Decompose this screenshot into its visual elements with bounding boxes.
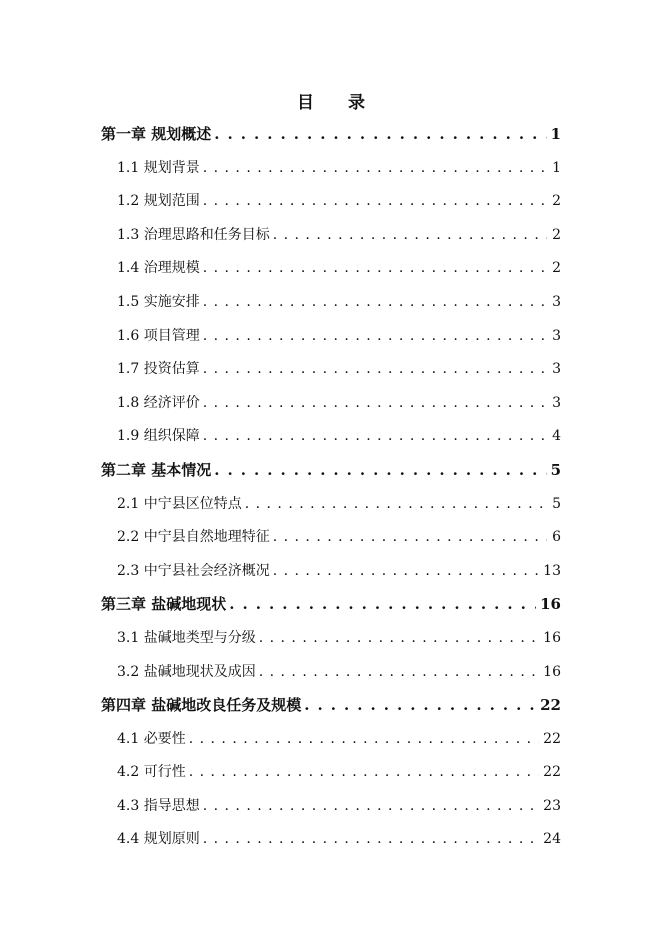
dot-leader bbox=[203, 152, 547, 186]
toc-entry-label: 第二章 基本情况 bbox=[101, 460, 212, 479]
toc-section-entry[interactable] bbox=[101, 622, 561, 656]
toc-entry-page-number: 22 bbox=[543, 730, 561, 747]
toc-entry-page-number: 23 bbox=[543, 797, 561, 814]
toc-entry-label: 1.9 组织保障 bbox=[117, 428, 200, 445]
toc-section-entry[interactable] bbox=[101, 756, 561, 790]
toc-entry-page-number: 6 bbox=[552, 529, 561, 546]
dot-leader bbox=[273, 521, 547, 555]
toc-entry-label: 1.6 项目管理 bbox=[117, 327, 200, 344]
dot-leader bbox=[203, 387, 547, 421]
toc-entry-label: 1.3 治理思路和任务目标 bbox=[117, 226, 270, 243]
toc-section-entry[interactable] bbox=[101, 219, 561, 253]
toc-entry-page-number: 3 bbox=[552, 394, 561, 411]
dot-leader bbox=[203, 353, 547, 387]
toc-entry-page-number: 2 bbox=[552, 226, 561, 243]
toc-entry-page-number: 4 bbox=[552, 428, 561, 445]
toc-entry-label: 第一章 规划概述 bbox=[101, 125, 212, 143]
toc-entry-page-number: 16 bbox=[543, 663, 561, 680]
toc-chapter-entry[interactable] bbox=[101, 454, 561, 488]
toc-entry-label: 1.2 规划范围 bbox=[117, 193, 200, 210]
toc-entry-page-number: 5 bbox=[550, 460, 561, 479]
page-title: 目 录 bbox=[297, 93, 379, 113]
dot-leader bbox=[189, 723, 539, 757]
toc-entry-label: 1.7 投资估算 bbox=[117, 361, 200, 378]
dot-leader bbox=[273, 555, 539, 589]
dot-leader bbox=[203, 790, 539, 824]
toc-section-entry[interactable] bbox=[101, 185, 561, 219]
toc-entry-label: 3.1 盐碱地类型与分级 bbox=[117, 629, 256, 646]
table-of-contents bbox=[101, 118, 561, 857]
toc-entry-label: 2.3 中宁县社会经济概况 bbox=[117, 562, 270, 579]
toc-entry-label: 第四章 盐碱地改良任务及规模 bbox=[101, 696, 302, 715]
dot-leader bbox=[214, 118, 546, 152]
toc-section-entry[interactable] bbox=[101, 521, 561, 555]
dot-leader bbox=[229, 588, 536, 622]
dot-leader bbox=[203, 185, 547, 219]
toc-chapter-entry[interactable] bbox=[101, 118, 561, 152]
toc-entry-label: 4.4 规划原则 bbox=[117, 831, 200, 848]
dot-leader bbox=[203, 252, 547, 286]
toc-entry-page-number: 13 bbox=[543, 562, 561, 579]
toc-entry-page-number: 3 bbox=[552, 327, 561, 344]
toc-section-entry[interactable] bbox=[101, 790, 561, 824]
dot-leader bbox=[203, 823, 539, 857]
toc-entry-label: 2.1 中宁县区位特点 bbox=[117, 495, 242, 512]
toc-entry-page-number: 16 bbox=[540, 595, 561, 614]
toc-entry-label: 1.8 经济评价 bbox=[117, 394, 200, 411]
toc-entry-label: 3.2 盐碱地现状及成因 bbox=[117, 663, 256, 680]
dot-leader bbox=[273, 219, 547, 253]
dot-leader bbox=[214, 454, 546, 488]
dot-leader bbox=[203, 420, 547, 454]
toc-section-entry[interactable] bbox=[101, 152, 561, 186]
toc-entry-label: 1.5 实施安排 bbox=[117, 293, 200, 310]
dot-leader bbox=[245, 488, 547, 522]
dot-leader bbox=[304, 689, 536, 723]
toc-entry-page-number: 3 bbox=[552, 293, 561, 310]
toc-section-entry[interactable] bbox=[101, 353, 561, 387]
toc-entry-page-number: 22 bbox=[543, 764, 561, 781]
dot-leader bbox=[203, 286, 547, 320]
toc-entry-page-number: 5 bbox=[552, 495, 561, 512]
toc-entry-label: 1.4 治理规模 bbox=[117, 260, 200, 277]
toc-section-entry[interactable] bbox=[101, 723, 561, 757]
dot-leader bbox=[203, 320, 547, 354]
toc-entry-label: 2.2 中宁县自然地理特征 bbox=[117, 529, 270, 546]
toc-chapter-entry[interactable] bbox=[101, 588, 561, 622]
toc-section-entry[interactable] bbox=[101, 488, 561, 522]
toc-section-entry[interactable] bbox=[101, 320, 561, 354]
toc-section-entry[interactable] bbox=[101, 252, 561, 286]
toc-entry-page-number: 1 bbox=[552, 159, 561, 176]
toc-section-entry[interactable] bbox=[101, 420, 561, 454]
toc-entry-page-number: 2 bbox=[552, 260, 561, 277]
toc-section-entry[interactable] bbox=[101, 823, 561, 857]
toc-entry-page-number: 24 bbox=[543, 831, 561, 848]
toc-entry-label: 4.2 可行性 bbox=[117, 764, 186, 781]
toc-entry-label: 4.3 指导思想 bbox=[117, 797, 200, 814]
toc-entry-label: 4.1 必要性 bbox=[117, 730, 186, 747]
toc-entry-label: 第三章 盐碱地现状 bbox=[101, 595, 227, 614]
toc-section-entry[interactable] bbox=[101, 286, 561, 320]
toc-chapter-entry[interactable] bbox=[101, 689, 561, 723]
dot-leader bbox=[259, 622, 539, 656]
toc-entry-page-number: 16 bbox=[543, 629, 561, 646]
toc-section-entry[interactable] bbox=[101, 555, 561, 589]
toc-entry-label: 1.1 规划背景 bbox=[117, 159, 200, 176]
toc-section-entry[interactable] bbox=[101, 387, 561, 421]
toc-section-entry[interactable] bbox=[101, 656, 561, 690]
toc-entry-page-number: 22 bbox=[540, 696, 561, 715]
dot-leader bbox=[259, 656, 539, 690]
dot-leader bbox=[189, 756, 539, 790]
toc-entry-page-number: 1 bbox=[550, 125, 561, 143]
toc-entry-page-number: 3 bbox=[552, 361, 561, 378]
toc-entry-page-number: 2 bbox=[552, 193, 561, 210]
